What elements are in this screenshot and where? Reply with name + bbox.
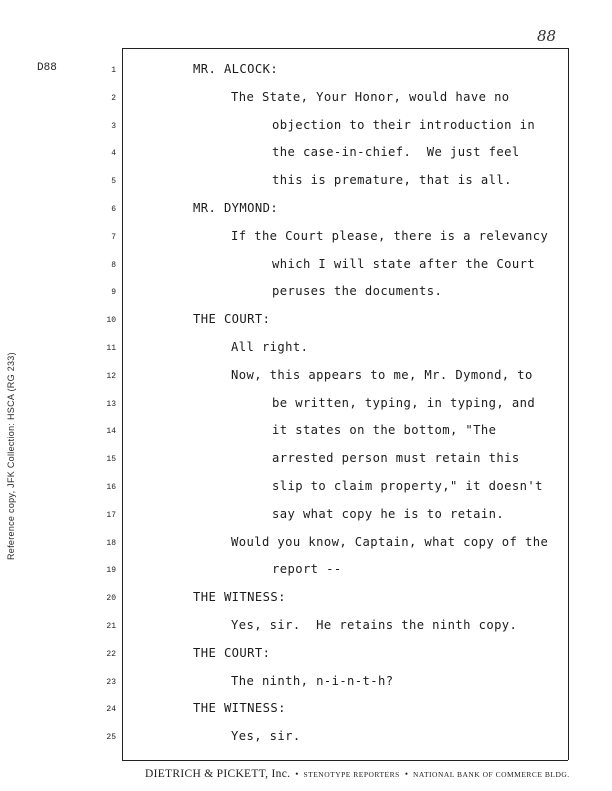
transcript-line: THE COURT: <box>193 312 271 327</box>
transcript-line: say what copy he is to retain. <box>272 506 505 521</box>
footer-firm: DIETRICH & PICKETT, Inc. <box>145 768 291 780</box>
transcript-line: the case-in-chief. We just feel <box>272 145 520 160</box>
frame-bottom-rule <box>122 760 568 761</box>
transcript-line: THE COURT: <box>193 645 271 660</box>
line-number: 25 <box>106 733 116 743</box>
line-number: 13 <box>106 399 116 409</box>
frame-left-rule <box>122 48 123 760</box>
frame-top-rule <box>122 48 568 49</box>
transcript-line: The ninth, n-i-n-t-h? <box>231 673 394 688</box>
line-number: 23 <box>106 677 116 687</box>
line-number: 5 <box>111 177 116 187</box>
transcript-line: MR. ALCOCK: <box>193 62 279 76</box>
line-number: 1 <box>111 66 116 75</box>
archive-reference-note: Reference copy, JFK Collection: HSCA (RG 233) <box>6 352 16 560</box>
line-number: 18 <box>106 538 116 548</box>
transcript-line: THE WITNESS: <box>193 701 286 716</box>
transcript-line: If the Court please, there is a relevancy <box>231 228 549 243</box>
line-number: 10 <box>106 316 116 326</box>
line-number: 15 <box>106 455 116 465</box>
transcript-line: peruses the documents. <box>272 284 443 299</box>
line-number: 6 <box>111 205 116 214</box>
line-number: 12 <box>106 371 116 381</box>
reporter-footer: DIETRICH & PICKETT, Inc. • STENOTYPE REPORTERS • NATIONAL BANK OF COMMERCE BLDG. <box>145 768 570 780</box>
transcript-line: THE WITNESS: <box>193 590 286 605</box>
handwritten-page-number: 88 <box>537 27 557 45</box>
line-number: 17 <box>106 510 116 520</box>
line-number: 2 <box>111 93 116 103</box>
transcript-line: slip to claim property," it doesn't <box>272 479 543 493</box>
frame-right-rule <box>568 48 569 760</box>
transcript-line: it states on the bottom, "The <box>272 423 497 438</box>
transcript-line: Yes, sir. He retains the ninth copy. <box>231 618 518 632</box>
line-number: 7 <box>111 232 116 242</box>
transcript-line: report -- <box>272 562 342 577</box>
line-number: 16 <box>106 483 116 492</box>
footer-address: NATIONAL BANK OF COMMERCE BLDG. <box>412 770 570 779</box>
transcript-line: MR. DYMOND: <box>193 201 279 215</box>
line-number: 9 <box>111 288 116 298</box>
transcript-line: be written, typing, in typing, and <box>272 395 536 410</box>
line-number: 14 <box>106 427 116 437</box>
footer-service: STENOTYPE REPORTERS <box>303 770 400 779</box>
line-number: 3 <box>111 121 116 131</box>
transcript-line: arrested person must retain this <box>272 451 520 466</box>
page-id: D88 <box>37 62 57 74</box>
transcript-line: All right. <box>231 340 309 354</box>
transcript-line: The State, Your Honor, would have no <box>231 89 510 104</box>
line-number: 8 <box>111 260 116 270</box>
transcript-line: objection to their introduction in <box>272 117 536 132</box>
transcript-line: which I will state after the Court <box>272 256 536 271</box>
line-number: 11 <box>106 344 116 353</box>
transcript-line: Now, this appears to me, Mr. Dymond, to <box>231 367 533 382</box>
transcript-line: this is premature, that is all. <box>272 173 512 188</box>
line-number: 4 <box>111 149 116 159</box>
line-number: 20 <box>106 594 116 604</box>
transcript-line: Would you know, Captain, what copy of the <box>231 534 549 549</box>
line-number: 22 <box>106 649 116 659</box>
transcript-line: Yes, sir. <box>231 729 301 744</box>
line-number: 19 <box>106 566 116 576</box>
line-number: 21 <box>106 622 116 631</box>
line-number: 24 <box>106 705 116 715</box>
